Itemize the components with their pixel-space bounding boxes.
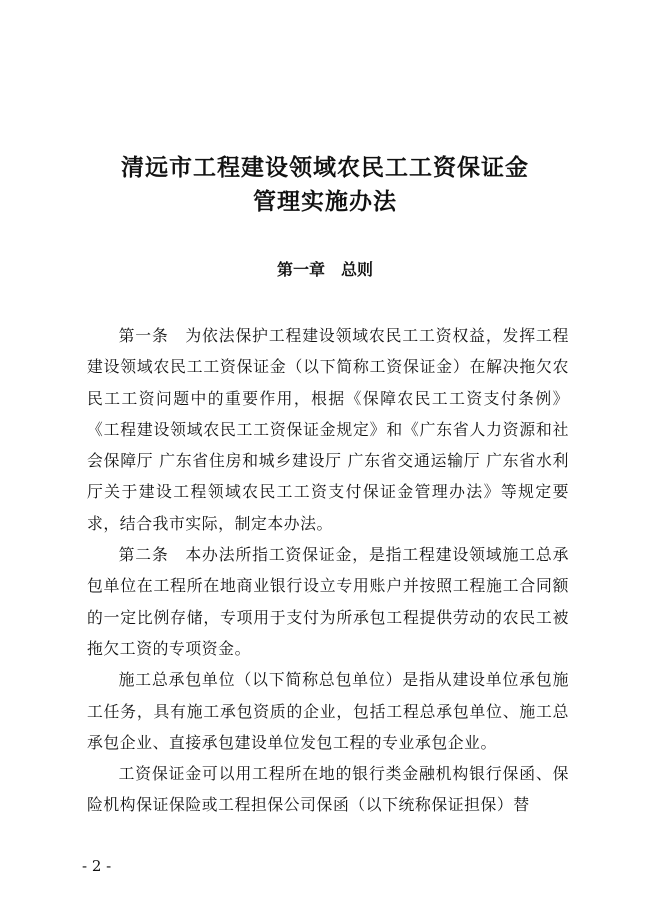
document-title-line-1: 清远市工程建设领域农民工工资保证金 xyxy=(121,154,529,181)
article-2-paragraph: 第二条 本办法所指工资保证金，是指工程建设领域施工总承包单位在工程所在地商业银行设立专用账户并按照工程施工合同额的一定比例存储，专项用于支付为所承包工程提供劳动的农民工被拖欠工资的专项资金。 xyxy=(87,545,569,658)
article-1-paragraph: 第一条 为依法保护工程建设领域农民工工资权益，发挥工程建设领域农民工工资保证金（以下简称工资保证金）在解决拖欠农民工工资问题中的重要作用，根据《保障农民工工资支付条例》《工程建设领域农民工工资保证金规定》和《广东省人力资源和社会保障厅 广东省住房和城乡建设厅 广东省交通运输厅 广东省水利厅关于建设工程领域农民工工资支付保证金管理办法》等规定要求，结合我市实际，制定本办法。 xyxy=(87,326,569,533)
page-number: - 2 - xyxy=(82,857,112,875)
contractor-definition-paragraph: 施工总承包单位（以下简称总包单位）是指从建设单位承包施工任务，具有施工承包资质的企业，包括工程总承包单位、施工总承包企业、直接承包建设单位发包工程的专业承包企业。 xyxy=(87,670,569,752)
document-title-line-2: 管理实施办法 xyxy=(253,188,397,215)
chapter-heading: 第一章 总则 xyxy=(276,260,373,279)
document-body xyxy=(87,320,569,821)
guarantee-paragraph: 工资保证金可以用工程所在地的银行类金融机构银行保函、保险机构保证保险或工程担保公司保函（以下统称保证担保）替 xyxy=(87,764,569,815)
